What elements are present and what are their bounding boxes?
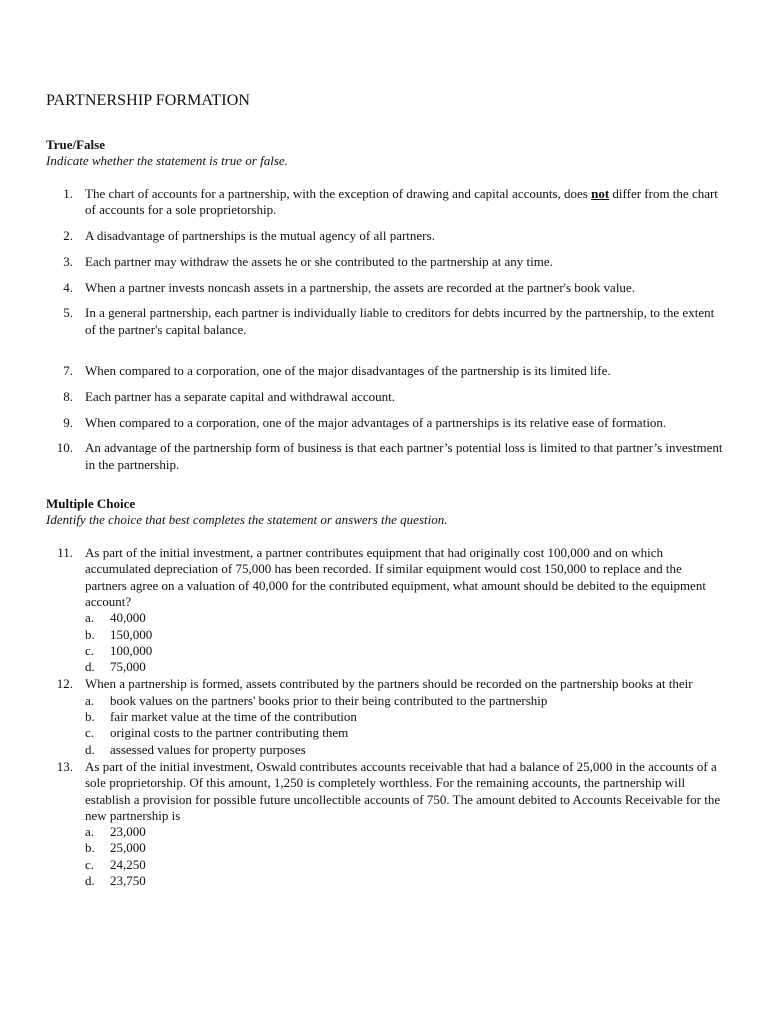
choice-letter: b. bbox=[85, 709, 95, 725]
choice-c bbox=[85, 643, 724, 659]
question-10 bbox=[46, 440, 724, 473]
choice-b bbox=[85, 840, 724, 856]
question-number: 9. bbox=[63, 414, 73, 430]
question-number: 10. bbox=[56, 440, 73, 456]
choice-text: 40,000 bbox=[110, 610, 146, 626]
question-number: 2. bbox=[63, 228, 73, 244]
choice-a bbox=[85, 693, 724, 709]
choice-letter: c. bbox=[85, 856, 95, 872]
question-number: 11. bbox=[57, 545, 73, 561]
choice-text: 100,000 bbox=[110, 642, 153, 658]
choice-text: 150,000 bbox=[110, 626, 153, 642]
choice-text: 25,000 bbox=[110, 840, 146, 856]
question-number: 1. bbox=[63, 186, 73, 201]
question-13 bbox=[46, 759, 724, 889]
document-title: PARTNERSHIP FORMATION bbox=[46, 92, 250, 109]
question-text: An advantage of the partnership form of business is that each partner’s potential loss is limited to that partner’s investment in the partnership. bbox=[85, 440, 723, 472]
choice-letter: c. bbox=[85, 642, 95, 658]
question-number: 5. bbox=[63, 305, 73, 321]
question-text: In a general partnership, each partner is individually liable to creditors for debts incurred by the partnership, to the extent of the partner's capital balance. bbox=[85, 305, 715, 337]
choice-list bbox=[85, 824, 724, 889]
choice-c bbox=[85, 725, 724, 741]
choice-list bbox=[85, 693, 724, 758]
question-number: 7. bbox=[63, 363, 73, 379]
question-number: 4. bbox=[63, 279, 73, 295]
question-11 bbox=[46, 545, 724, 675]
question-5 bbox=[46, 305, 724, 338]
question-8 bbox=[46, 389, 724, 405]
choice-letter: b. bbox=[85, 626, 95, 642]
question-7 bbox=[46, 363, 724, 379]
choice-d bbox=[85, 659, 724, 675]
question-number: 13. bbox=[56, 758, 73, 774]
emphasis-not: not bbox=[591, 186, 610, 201]
multiple-choice-instruction: Identify the choice that best completes the statement or answers the question. bbox=[46, 512, 448, 528]
choice-text: original costs to the partner contributing them bbox=[110, 725, 349, 741]
question-text: When compared to a corporation, one of the major disadvantages of the partnership is its limited life. bbox=[85, 363, 611, 379]
choice-a bbox=[85, 610, 724, 626]
choice-c bbox=[85, 857, 724, 873]
question-text: A disadvantage of partnerships is the mutual agency of all partners. bbox=[85, 228, 435, 244]
choice-letter: a. bbox=[85, 692, 95, 708]
choice-text: fair market value at the time of the contribution bbox=[110, 709, 357, 725]
choice-a bbox=[85, 824, 724, 840]
question-text: Each partner has a separate capital and withdrawal account. bbox=[85, 388, 396, 404]
choice-letter: b. bbox=[85, 840, 95, 856]
choice-letter: d. bbox=[85, 741, 95, 757]
true-false-instruction: Indicate whether the statement is true or false. bbox=[46, 153, 288, 168]
multiple-choice-section bbox=[46, 496, 724, 889]
question-2 bbox=[46, 228, 724, 244]
question-3 bbox=[46, 254, 724, 270]
question-number: 8. bbox=[63, 388, 73, 404]
question-text: As part of the initial investment, Oswald contributes accounts receivable that had a balance of 25,000 in the accounts of a sole proprietorship. Of this amount, 1,250 is completely worthless. For the remaining accounts, the partnership will establish a provision for possible future uncollectible accounts of 750. The amount debited to Accounts Receivable for the new partnership is bbox=[85, 758, 721, 823]
choice-text: 75,000 bbox=[110, 659, 146, 675]
choice-letter: c. bbox=[85, 725, 95, 741]
question-4 bbox=[46, 280, 724, 296]
choice-letter: d. bbox=[85, 873, 95, 888]
choice-d bbox=[85, 742, 724, 758]
choice-text: book values on the partners' books prior to their being contributed to the partnership bbox=[110, 692, 548, 708]
choice-d bbox=[85, 873, 724, 889]
question-9 bbox=[46, 415, 724, 431]
choice-letter: a. bbox=[85, 610, 95, 626]
question-text: When a partner invests noncash assets in a partnership, the assets are recorded at the partner's book value. bbox=[85, 279, 635, 295]
true-false-list bbox=[46, 186, 724, 473]
question-1 bbox=[46, 186, 724, 219]
question-text: When a partnership is formed, assets contributed by the partners should be recorded on the partnership books at their bbox=[85, 676, 693, 692]
choice-letter: d. bbox=[85, 659, 95, 675]
multiple-choice-heading: Multiple Choice bbox=[46, 496, 136, 512]
choice-b bbox=[85, 627, 724, 643]
choice-text: 24,250 bbox=[110, 856, 146, 872]
question-number: 3. bbox=[63, 253, 73, 269]
question-text: The chart of accounts for a partnership, with the exception of drawing and capital accounts, does not differ from the chart of accounts for a sole proprietorship. bbox=[85, 186, 718, 218]
question-text: When compared to a corporation, one of the major advantages of a partnerships is its relative ease of formation. bbox=[85, 414, 667, 430]
multiple-choice-list bbox=[46, 545, 724, 889]
choice-text: 23,000 bbox=[110, 824, 146, 840]
question-12 bbox=[46, 676, 724, 757]
true-false-heading: True/False bbox=[46, 137, 105, 152]
true-false-section bbox=[46, 137, 724, 473]
choice-text: 23,750 bbox=[110, 873, 146, 888]
question-number: 12. bbox=[56, 676, 73, 692]
question-text: As part of the initial investment, a partner contributes equipment that had originally cost 100,000 and on which accumulated depreciation of 75,000 has been recorded. If similar equipment would cost 150,000 to replace and the partners agree on a valuation of 40,000 for the contributed equipment, what amount should be debited to the equipment account? bbox=[85, 545, 706, 609]
choice-list bbox=[85, 610, 724, 675]
choice-letter: a. bbox=[85, 824, 95, 840]
question-text: Each partner may withdraw the assets he or she contributed to the partnership at any time. bbox=[85, 253, 553, 269]
choice-b bbox=[85, 709, 724, 725]
choice-text: assessed values for property purposes bbox=[110, 741, 306, 757]
